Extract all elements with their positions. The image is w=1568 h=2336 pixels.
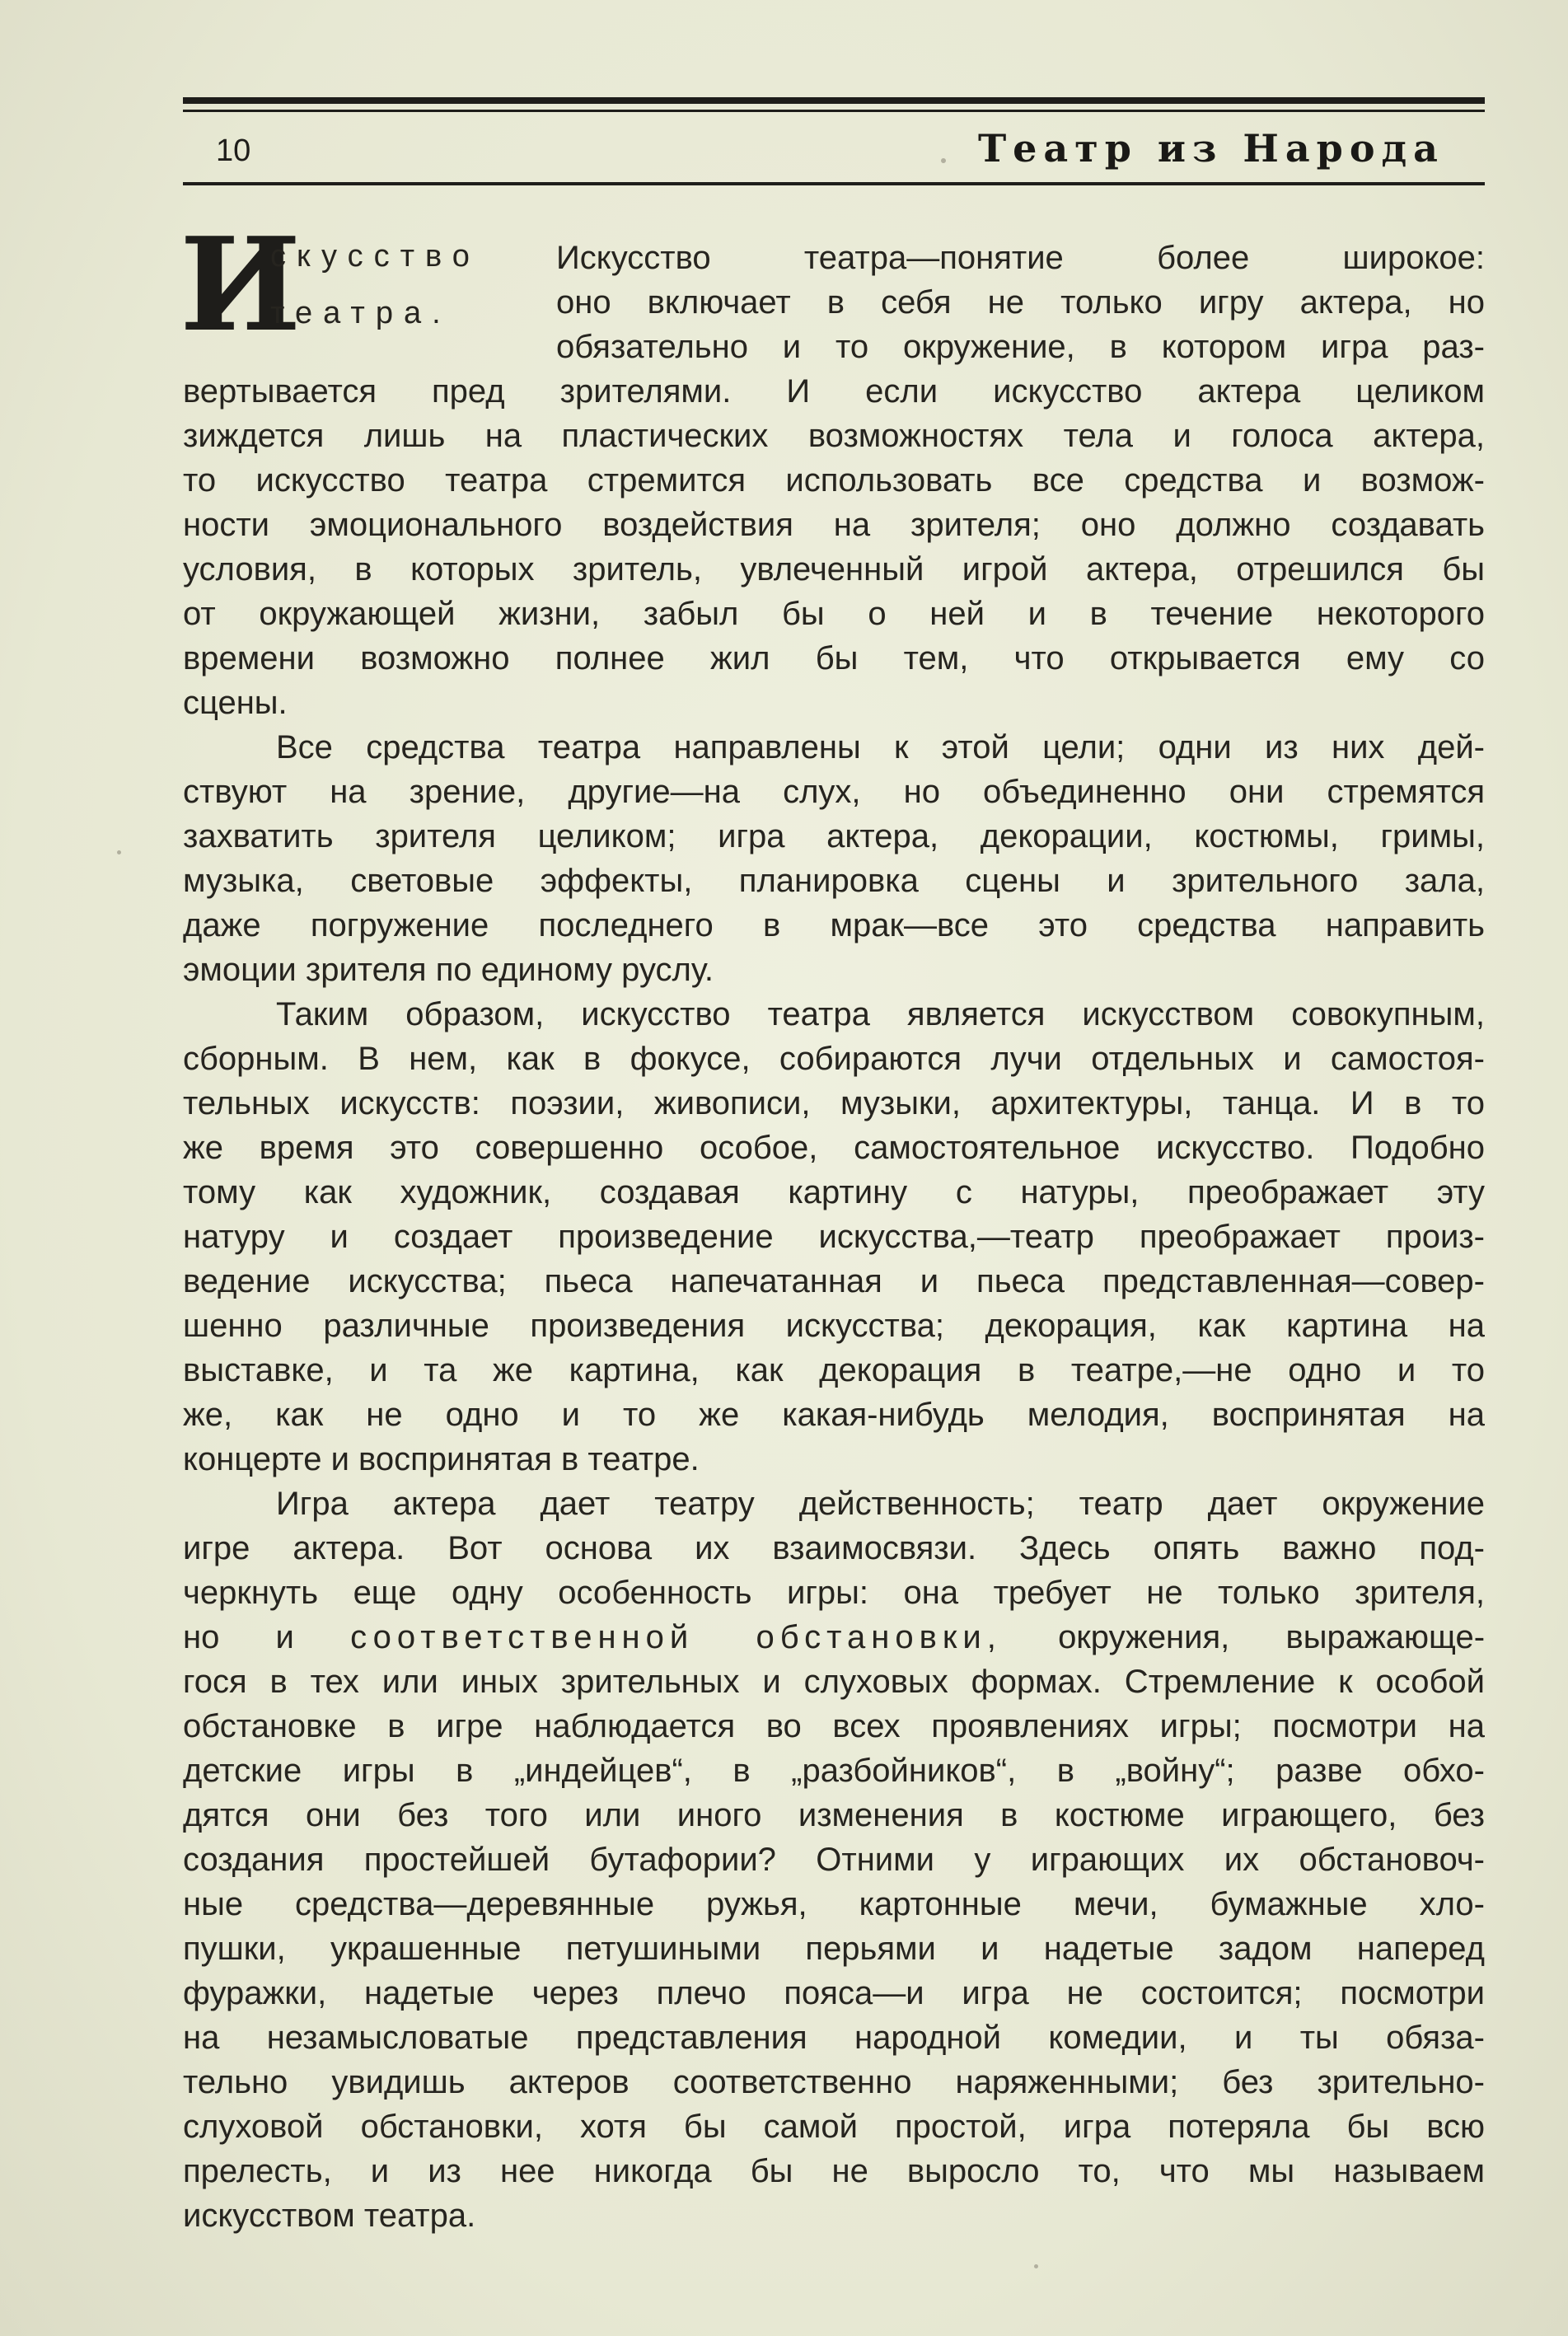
- text-line: слуховой обстановки, хотя бы самой простой, игра потеряла бы всю: [183, 2109, 1485, 2145]
- text-line: музыка, световые эффекты, планировка сцены и зрительного зала,: [183, 863, 1485, 899]
- text-line: оно включает в себя не только игру актера, но: [556, 284, 1485, 321]
- text-line: черкнуть еще одну особенность игры: она требует не только зрителя,: [183, 1575, 1485, 1611]
- text-line: Таким образом, искусство театра является искусством совокупным,: [276, 996, 1485, 1032]
- text-line: времени возможно полнее жил бы тем, что открывается ему со: [183, 640, 1485, 676]
- text-line: Все средства театра направлены к этой цели; одни из них дей-: [276, 729, 1485, 765]
- section-heading-line-2: театра.: [270, 296, 452, 330]
- header-rule-bottom: [183, 182, 1485, 185]
- running-title: Театр из Народа: [977, 126, 1444, 171]
- paper-speck: [117, 850, 121, 854]
- text-line: сборным. В нем, как в фокусе, собираются лучи отдельных и самостоя-: [183, 1041, 1485, 1077]
- text-line: то искусство театра стремится использовать все средства и возмож-: [183, 462, 1485, 499]
- text-line: тельных искусств: поэзии, живописи, музыки, архитектуры, танца. И в то: [183, 1085, 1485, 1121]
- text-line: фуражки, надетые через плечо пояса—и игра не состоится; посмотри: [183, 1975, 1485, 2011]
- text-line: Искусство театра—понятие более широкое:: [556, 240, 1485, 276]
- paper-speck: [941, 158, 946, 163]
- text-line: натуру и создает произведение искусства,—театр преображает произ-: [183, 1219, 1485, 1255]
- text-line: зиждется лишь на пластических возможностях тела и голоса актера,: [183, 418, 1485, 454]
- text-line: пушки, украшенные петушиными перьями и надетые задом наперед: [183, 1931, 1485, 1967]
- text-line: от окружающей жизни, забыл бы о ней и в течение некоторого: [183, 596, 1485, 632]
- text-line: сцены.: [183, 685, 288, 721]
- text-line: эмоции зрителя по единому руслу.: [183, 952, 714, 988]
- text-line: ные средства—деревянные ружья, картонные мечи, бумажные хло-: [183, 1886, 1485, 1922]
- text-line: захватить зрителя целиком; игра актера, декорации, костюмы, гримы,: [183, 818, 1485, 854]
- text-line: ствуют на зрение, другие—на слух, но объединенно они стремятся: [183, 774, 1485, 810]
- text-line: вертывается пред зрителями. И если искусство актера целиком: [183, 373, 1485, 410]
- text-line: шенно различные произведения искусства; декорация, как картина на: [183, 1308, 1485, 1344]
- page-number: 10: [216, 133, 251, 168]
- text-line: создания простейшей бутафории? Отними у играющих их обстановоч-: [183, 1842, 1485, 1878]
- paper-speck: [1034, 2264, 1038, 2268]
- section-dropcap: И: [180, 209, 302, 360]
- text-line: игре актера. Вот основа их взаимосвязи. Здесь опять важно под-: [183, 1530, 1485, 1566]
- header-rule-top-thin: [183, 110, 1485, 112]
- text-fragment: окружения, выражающе-: [1058, 1619, 1485, 1655]
- text-line: тельно увидишь актеров соответственно наряженными; без зрительно-: [183, 2064, 1485, 2100]
- text-line: прелесть, и из нее никогда бы не выросло то, что мы называем: [183, 2153, 1485, 2189]
- text-line-spaced: [183, 1615, 1485, 1660]
- text-line: Игра актера дает театру действенность; театр дает окружение: [276, 1486, 1485, 1522]
- text-line: детские игры в „индейцев“, в „разбойников“, в „войну“; разве обхо-: [183, 1753, 1485, 1789]
- text-line: ведение искусства; пьеса напечатанная и пьеса представленная—совер-: [183, 1263, 1485, 1299]
- text-line: на незамысловатые представления народной комедии, и ты обяза-: [183, 2020, 1485, 2056]
- text-line: же время это совершенно особое, самостоятельное искусство. Подобно: [183, 1130, 1485, 1166]
- text-line: гося в тех или иных зрительных и слуховых формах. Стремление к особой: [183, 1664, 1485, 1700]
- text-line: ности эмоционального воздействия на зрителя; оно должно создавать: [183, 507, 1485, 543]
- text-line: дятся они без того или иного изменения в костюме играющего, без: [183, 1797, 1485, 1833]
- text-line: концерте и воспринятая в театре.: [183, 1441, 700, 1477]
- text-line: искусством театра.: [183, 2198, 476, 2234]
- text-line: обстановке в игре наблюдается во всех проявлениях игры; посмотри на: [183, 1708, 1485, 1744]
- text-fragment: но и: [183, 1619, 351, 1655]
- text-line: выставке, и та же картина, как декорация в театре,—не одно и то: [183, 1352, 1485, 1388]
- text-line: обязательно и то окружение, в котором игра раз-: [556, 329, 1485, 365]
- header-rule-top-thick: [183, 97, 1485, 104]
- text-line: же, как не одно и то же какая-нибудь мелодия, воспринятая на: [183, 1397, 1485, 1433]
- text-line: тому как художник, создавая картину с натуры, преображает эту: [183, 1174, 1485, 1210]
- section-heading-line-1: скусство: [270, 239, 480, 274]
- text-line: условия, в которых зритель, увлеченный игрой актера, отрешился бы: [183, 551, 1485, 588]
- text-line: даже погружение последнего в мрак—все это средства направить: [183, 907, 1485, 943]
- spaced-emphasis: соответственной обстановки,: [350, 1619, 1002, 1655]
